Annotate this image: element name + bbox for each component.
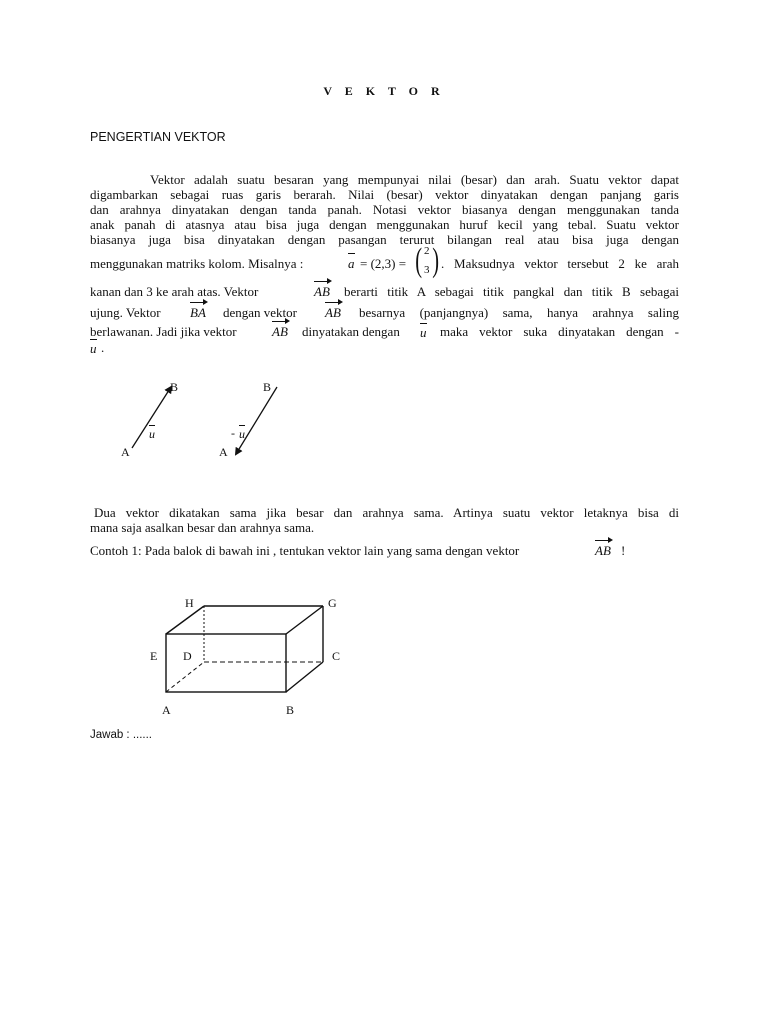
- fig1-label-B-right: B: [263, 380, 272, 394]
- matrix-right-paren: ): [431, 242, 439, 279]
- vector-AB-2: AB: [325, 300, 341, 320]
- fig1-label-A-left: A: [121, 445, 130, 459]
- matrix-top-value: 2: [424, 245, 430, 257]
- vector-u: u: [420, 322, 427, 340]
- para2-line-2: mana saja asalkan besar dan arahnya sama.: [90, 520, 315, 535]
- fig1-label-A-right: A: [219, 445, 228, 459]
- para1-line-4: anak panah di atasnya atau bisa juga dengan menggunakan huruf kecil yang tebal. Suatu vektor: [90, 217, 679, 232]
- vector-AB: AB: [314, 279, 330, 299]
- vector-u-negative: u: [90, 338, 97, 356]
- fig1-label-minus-u: u: [239, 424, 245, 442]
- line8-text-c: besarnya (panjangnya) sama, hanya arahnya saling: [359, 305, 679, 320]
- matrix-intro-text: menggunakan matriks kolom. Misalnya :: [90, 256, 304, 271]
- line7-text-a: kanan dan 3 ke arah atas. Vektor: [90, 284, 259, 299]
- box-hidden-edge-AD: [166, 662, 204, 692]
- box-edge-FG: [286, 606, 323, 634]
- box-label-E: E: [150, 649, 158, 663]
- vector-minus-u-arrow: [236, 387, 277, 454]
- matrix-explanation: . Maksudnya vektor tersebut 2 ke arah: [441, 256, 679, 271]
- fig1-label-u: u: [149, 424, 155, 442]
- box-label-D: D: [183, 649, 192, 663]
- line8-text-b: dengan vektor: [223, 305, 298, 320]
- matrix-left-paren: (: [415, 242, 423, 279]
- example-text: Contoh 1: Pada balok di bawah ini , tentukan vektor lain yang sama dengan vektor: [90, 543, 520, 558]
- para1-line-2: digambarkan sebagai ruas garis berarah. Nilai (besar) vektor dinyatakan dengan panjang garis: [90, 187, 679, 202]
- vector-a: a: [348, 251, 355, 271]
- line10-period: .: [101, 340, 105, 355]
- box-label-G: G: [328, 596, 337, 610]
- example-line: [90, 543, 679, 561]
- page-title: V E K T O R: [323, 84, 445, 98]
- line9-text-a: berlawanan. Jadi jika vektor: [90, 324, 237, 339]
- answer-line: Jawab : ......: [90, 729, 152, 741]
- vector-BA: BA: [190, 300, 206, 320]
- box-label-A: A: [162, 703, 171, 717]
- box-edge-BC: [286, 662, 323, 692]
- para1-line-1: Vektor adalah suatu besaran yang mempunyai nilai (besar) dan arah. Suatu vektor dapat: [150, 172, 679, 187]
- pair-equation: = (2,3) =: [360, 256, 407, 271]
- line8-text-a: ujung. Vektor: [90, 305, 161, 320]
- box-label-H: H: [185, 596, 194, 610]
- section-heading: PENGERTIAN VEKTOR: [90, 130, 226, 144]
- line9-text-b: dinyatakan dengan: [302, 324, 400, 339]
- example-exclamation: !: [621, 543, 626, 558]
- para1-line-5: biasanya juga bisa dinyatakan dengan pasangan terurut bilangan real atau bisa juga dengan: [90, 232, 679, 247]
- matrix-bottom-value: 3: [424, 264, 430, 276]
- line9-text-c: maka vektor suka dinyatakan dengan -: [440, 324, 679, 339]
- box-label-B: B: [286, 703, 295, 717]
- fig1-label-B-left: B: [170, 380, 179, 394]
- vector-AB-3: AB: [272, 319, 288, 339]
- box-label-C: C: [332, 649, 341, 663]
- para1-line-3: dan arahnya dinyatakan dengan tanda panah. Notasi vektor biasanya dengan menggunakan tanda: [90, 202, 679, 217]
- para2-line-1: Dua vektor dikatakan sama jika besar dan arahnya sama. Artinya suatu vektor letaknya bisa di: [94, 505, 679, 520]
- example-vector-AB: AB: [595, 538, 611, 558]
- fig1-label-minus: -: [231, 426, 235, 440]
- line7-text-b: berarti titik A sebagai titik pangkal dan titik B sebagai: [344, 284, 679, 299]
